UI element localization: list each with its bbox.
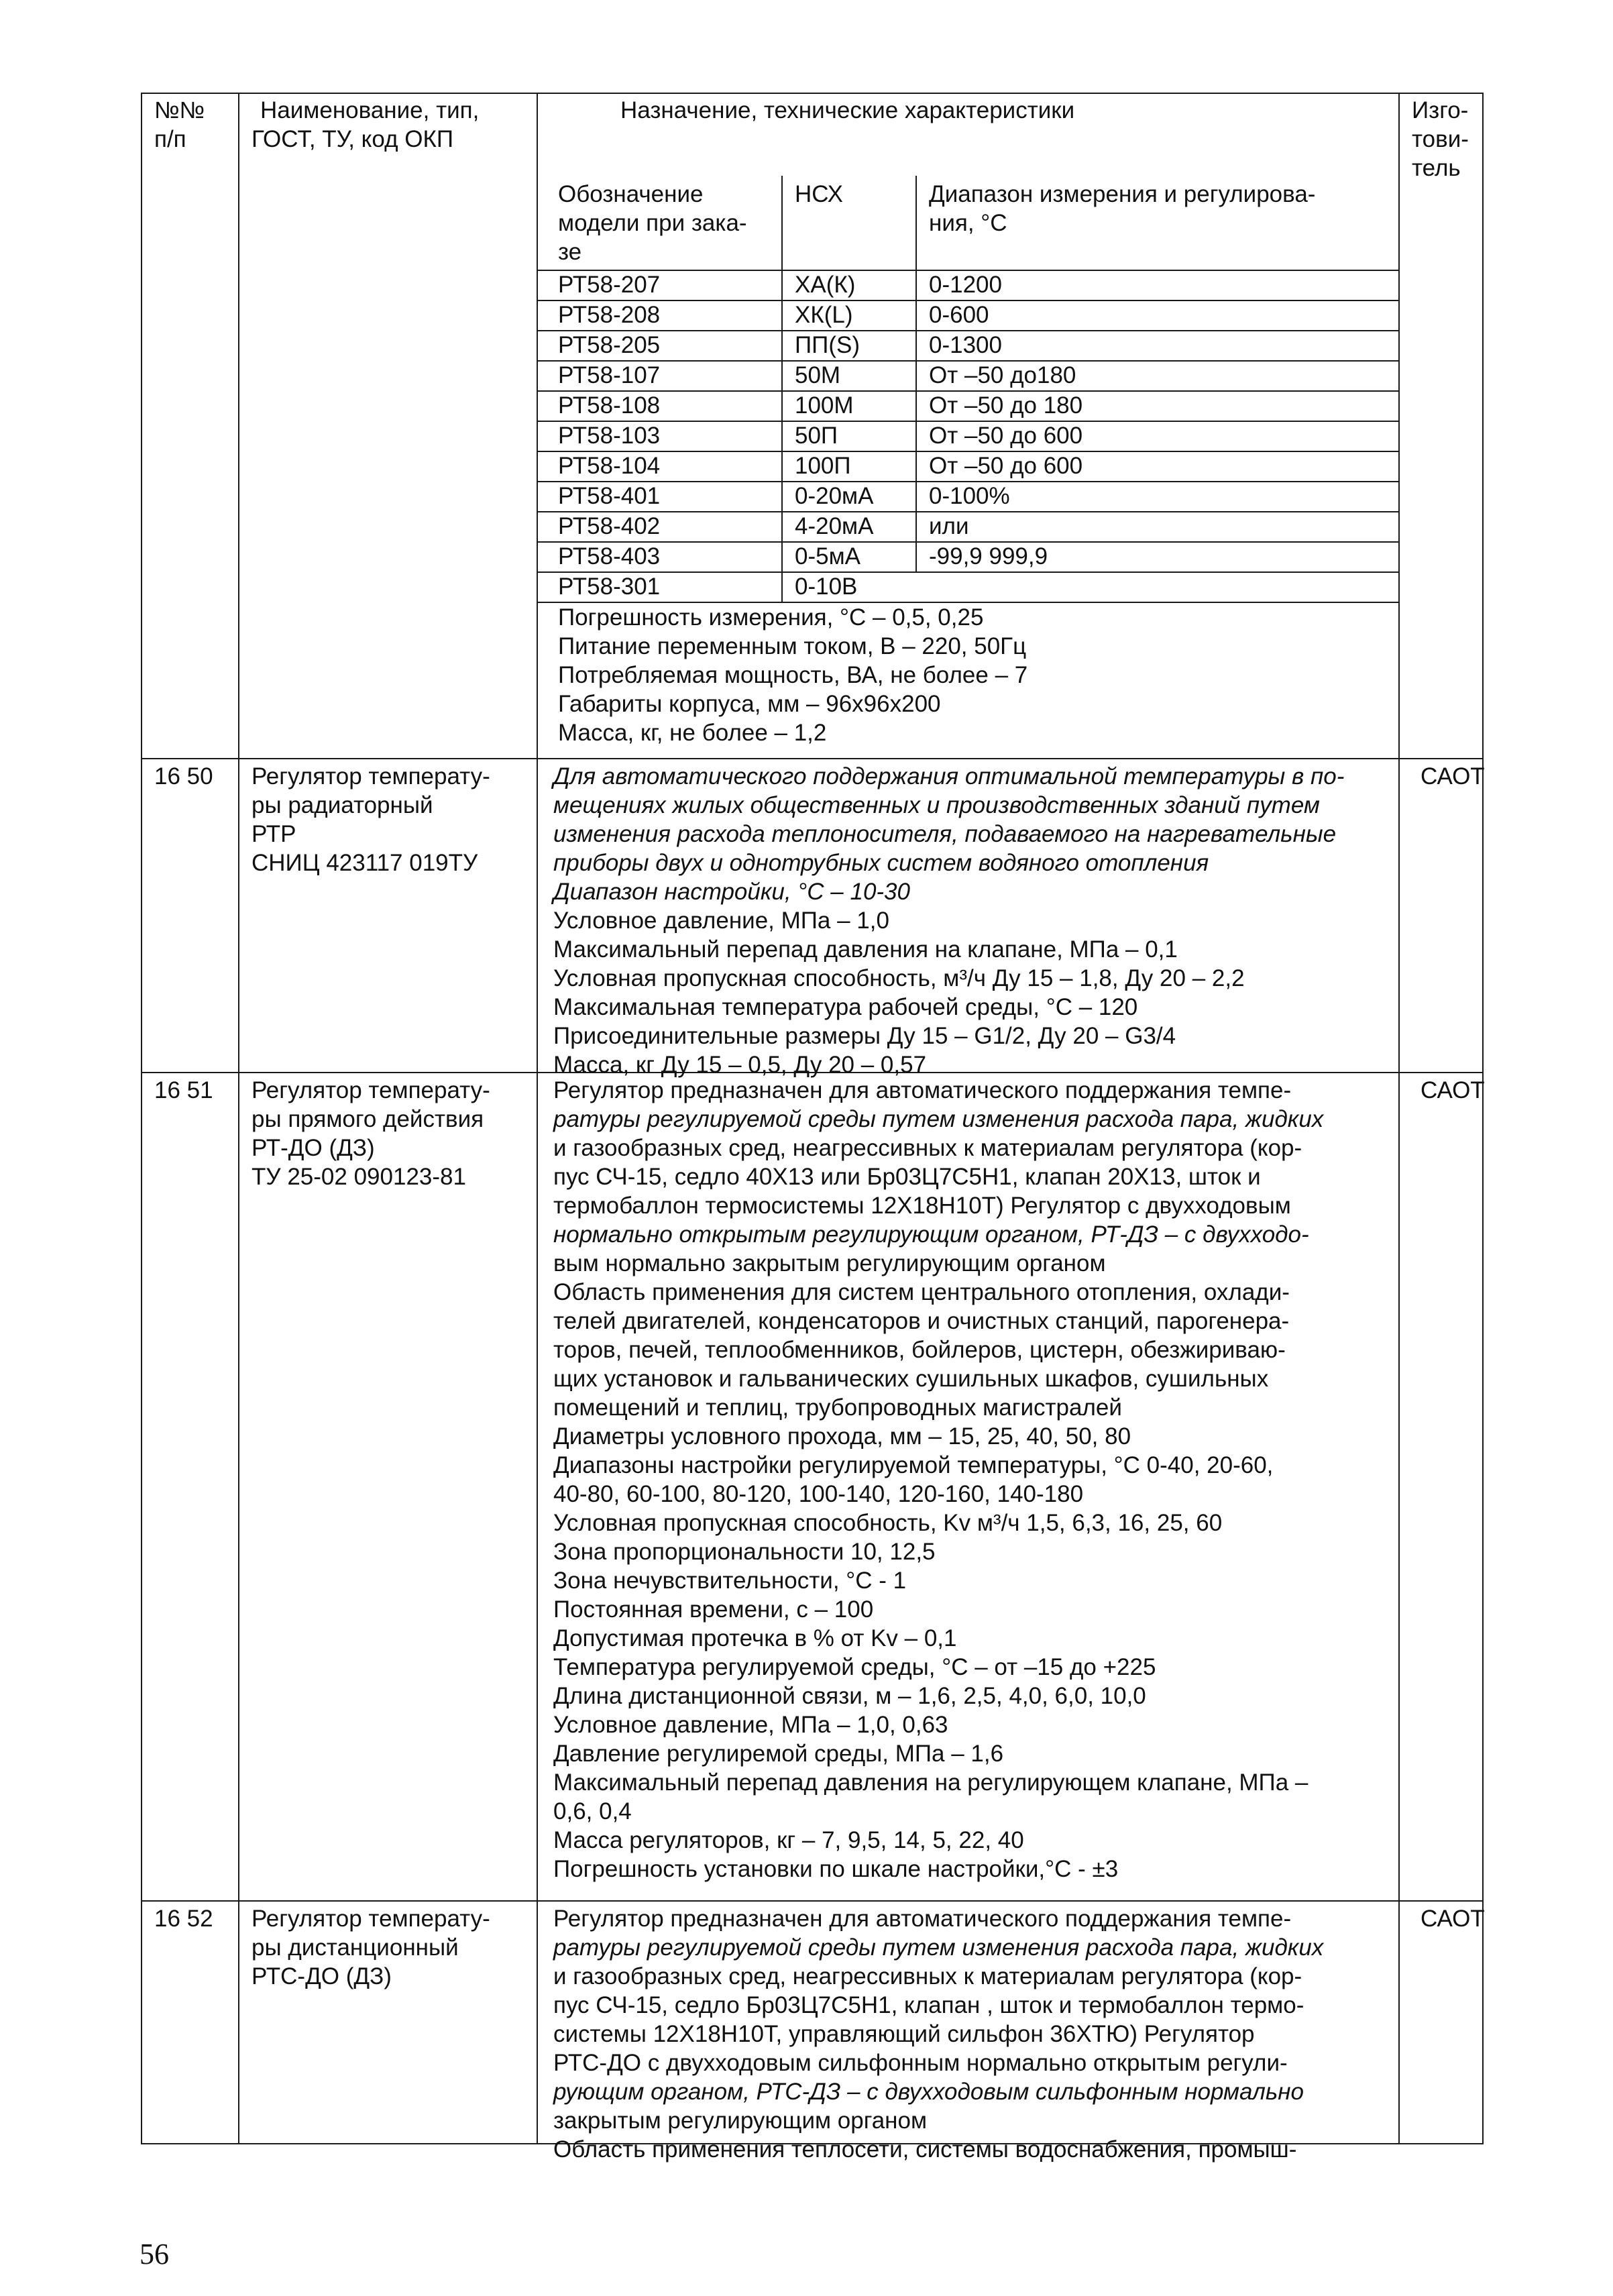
row-description-line: Область применения теплосети, системы водоснабжения, промыш- bbox=[553, 2136, 1297, 2163]
row-number: 16 51 bbox=[154, 1077, 213, 1103]
spec-line: Питание переменным током, В – 220, 50Гц bbox=[558, 633, 1027, 659]
row-description-line: Условное давление, МПа – 1,0, 0,63 bbox=[553, 1712, 948, 1738]
model-nsh: 50П bbox=[795, 423, 838, 449]
model-code: РТ58-107 bbox=[558, 362, 661, 388]
row-description-line: пус СЧ-15, седло Бр03Ц7С5Н1, клапан , шток и термобаллон термо- bbox=[553, 1992, 1304, 2018]
subheader-model: зе bbox=[558, 239, 582, 265]
row-name: Регулятор температу- bbox=[252, 1906, 490, 1932]
model-range: или bbox=[929, 513, 969, 539]
row-number: 16 52 bbox=[154, 1906, 213, 1932]
model-range: От –50 до 600 bbox=[929, 453, 1083, 479]
row-name: РТР bbox=[252, 821, 296, 847]
row-description-line: ратуры регулируемой среды путем изменения расхода пара, жидких bbox=[553, 1934, 1324, 1961]
spec-line: Потребляемая мощность, ВА, не более – 7 bbox=[558, 662, 1028, 688]
row-name: РТС-ДО (ДЗ) bbox=[252, 1963, 392, 1989]
row-name: РТ-ДО (ДЗ) bbox=[252, 1135, 375, 1161]
row-description-line: и газообразных сред, неагрессивных к материалам регулятора (кор- bbox=[553, 1135, 1302, 1161]
row-description-line: 0,6, 0,4 bbox=[553, 1798, 632, 1824]
table-rule-vertical bbox=[781, 176, 783, 602]
model-range: 0-600 bbox=[929, 302, 989, 328]
header-purpose: Назначение, технические характеристики bbox=[620, 97, 1075, 123]
row-description-line: и газообразных сред, неагрессивных к материалам регулятора (кор- bbox=[553, 1963, 1302, 1989]
table-rule-vertical bbox=[1482, 93, 1484, 2143]
row-description-line: Максимальная температура рабочей среды, °С – 120 bbox=[553, 994, 1138, 1020]
model-code: РТ58-104 bbox=[558, 453, 661, 479]
page-number: 56 bbox=[140, 2238, 169, 2271]
row-description-line: Диаметры условного прохода, мм – 15, 25, 40, 50, 80 bbox=[553, 1423, 1131, 1450]
row-description-line: Длина дистанционной связи, м – 1,6, 2,5, 4,0, 6,0, 10,0 bbox=[553, 1683, 1146, 1709]
row-description-line: Масса регуляторов, кг – 7, 9,5, 14, 5, 22, 40 bbox=[553, 1827, 1024, 1853]
row-description-line: Диапазоны настройки регулируемой температуры, °С 0-40, 20-60, bbox=[553, 1452, 1274, 1478]
row-name: ТУ 25-02 090123-81 bbox=[252, 1164, 466, 1190]
row-description-line: Регулятор предназначен для автоматического поддержания темпе- bbox=[553, 1906, 1292, 1932]
subheader-nsh: НСХ bbox=[795, 181, 843, 207]
table-rule-vertical bbox=[141, 93, 142, 2143]
subheader-range: ния, °С bbox=[929, 210, 1007, 236]
row-description-line: Максимальный перепад давления на регулирующем клапане, МПа – bbox=[553, 1769, 1309, 1796]
row-maker: САОТ bbox=[1421, 763, 1485, 789]
table-rule-vertical bbox=[238, 93, 239, 2143]
header-num: №№ bbox=[154, 97, 205, 123]
row-description-line: Зона нечувствительности, °С - 1 bbox=[553, 1568, 907, 1594]
row-number: 16 50 bbox=[154, 763, 213, 789]
model-nsh: 100П bbox=[795, 453, 851, 479]
row-description-line: Диапазон настройки, °С – 10-30 bbox=[553, 879, 910, 905]
row-description-line: ратуры регулируемой среды путем изменения расхода пара, жидких bbox=[553, 1106, 1324, 1132]
row-description-line: изменения расхода теплоносителя, подаваемого на нагревательные bbox=[553, 821, 1337, 847]
row-description-line: вым нормально закрытым регулирующим органом bbox=[553, 1250, 1106, 1276]
model-nsh: 0-20мА bbox=[795, 483, 874, 509]
subheader-model: Обозначение bbox=[558, 181, 704, 207]
row-description-line: Присоединительные размеры Ду 15 – G1/2, Ду 20 – G3/4 bbox=[553, 1023, 1176, 1049]
model-code: РТ58-401 bbox=[558, 483, 661, 509]
model-code: РТ58-207 bbox=[558, 272, 661, 298]
row-description-line: Область применения для систем центрального отопления, охлади- bbox=[553, 1279, 1290, 1305]
model-code: РТ58-301 bbox=[558, 573, 661, 600]
table-rule-vertical bbox=[537, 93, 538, 2143]
model-nsh: 0-5мА bbox=[795, 543, 860, 569]
row-description-line: термобаллон термосистемы 12Х18Н10Т) Регулятор с двухходовым bbox=[553, 1193, 1291, 1219]
row-name: ры прямого действия bbox=[252, 1106, 484, 1132]
row-description-line: Зона пропорциональности 10, 12,5 bbox=[553, 1539, 936, 1565]
header-maker: тель bbox=[1412, 155, 1461, 181]
row-name: Регулятор температу- bbox=[252, 1077, 490, 1103]
row-maker: САОТ bbox=[1421, 1077, 1485, 1103]
spec-line: Погрешность измерения, °С – 0,5, 0,25 bbox=[558, 604, 984, 631]
row-description-line: рующим органом, РТС-ДЗ – с двухходовым сильфонным нормально bbox=[553, 2079, 1304, 2105]
model-code: РТ58-208 bbox=[558, 302, 661, 328]
row-name: ры дистанционный bbox=[252, 1934, 459, 1961]
model-nsh: 100М bbox=[795, 392, 854, 419]
header-name: ГОСТ, ТУ, код ОКП bbox=[252, 126, 454, 152]
table-rule-vertical bbox=[1398, 93, 1400, 2143]
row-description-line: приборы двух и однотрубных систем водяного отопления bbox=[553, 850, 1209, 876]
model-nsh: 50М bbox=[795, 362, 841, 388]
row-description-line: Максимальный перепад давления на клапане, МПа – 0,1 bbox=[553, 936, 1178, 963]
header-maker: Изго- bbox=[1412, 97, 1469, 123]
model-nsh: 4-20мА bbox=[795, 513, 874, 539]
table-rule-horizontal bbox=[141, 93, 1482, 94]
row-description-line: Температура регулируемой среды, °С – от –15 до +225 bbox=[553, 1654, 1156, 1680]
table-rule-vertical bbox=[915, 481, 917, 571]
row-description-line: Масса, кг Ду 15 – 0,5, Ду 20 – 0,57 bbox=[553, 1052, 927, 1078]
row-description-line: закрытым регулирующим органом bbox=[553, 2108, 928, 2134]
row-description-line: щих установок и гальванических сушильных шкафов, сушильных bbox=[553, 1366, 1269, 1392]
model-range: От –50 до 180 bbox=[929, 392, 1083, 419]
model-nsh: 0-10В bbox=[795, 573, 858, 600]
model-code: РТ58-108 bbox=[558, 392, 661, 419]
row-description-line: нормально открытым регулирующим органом, РТ-ДЗ – с двухходо- bbox=[553, 1221, 1309, 1248]
row-description-line: Для автоматического поддержания оптимальной температуры в по- bbox=[553, 763, 1345, 789]
row-description-line: пус СЧ-15, седло 40Х13 или Бр03Ц7С5Н1, клапан 20Х13, шток и bbox=[553, 1164, 1261, 1190]
row-description-line: Давление регулиремой среды, МПа – 1,6 bbox=[553, 1741, 1004, 1767]
row-description-line: Условное давление, МПа – 1,0 bbox=[553, 908, 889, 934]
row-description-line: мещениях жилых общественных и производственных зданий путем bbox=[553, 792, 1320, 818]
row-description-line: Постоянная времени, с – 100 bbox=[553, 1596, 874, 1623]
model-code: РТ58-403 bbox=[558, 543, 661, 569]
subheader-range: Диапазон измерения и регулирова- bbox=[929, 181, 1316, 207]
row-description-line: помещений и теплиц, трубопроводных магистралей bbox=[553, 1395, 1122, 1421]
row-description-line: 40-80, 60-100, 80-120, 100-140, 120-160, 140-180 bbox=[553, 1481, 1084, 1507]
row-description-line: Допустимая протечка в % от Kv – 0,1 bbox=[553, 1625, 957, 1651]
model-range: От –50 до180 bbox=[929, 362, 1076, 388]
row-maker: САОТ bbox=[1421, 1906, 1485, 1932]
spec-line: Масса, кг, не более – 1,2 bbox=[558, 720, 827, 746]
row-description-line: телей двигателей, конденсаторов и очистных станций, парогенера- bbox=[553, 1308, 1290, 1334]
row-description-line: системы 12Х18Н10Т, управляющий сильфон 36ХТЮ) Регулятор bbox=[553, 2021, 1255, 2047]
header-num: п/п bbox=[154, 126, 186, 152]
model-range: 0-1200 bbox=[929, 272, 1002, 298]
row-description-line: Регулятор предназначен для автоматического поддержания темпе- bbox=[553, 1077, 1292, 1103]
model-code: РТ58-402 bbox=[558, 513, 661, 539]
row-name: СНИЦ 423117 019ТУ bbox=[252, 850, 478, 876]
header-name: Наименование, тип, bbox=[260, 97, 480, 123]
header-maker: тови- bbox=[1412, 126, 1469, 152]
model-code: РТ58-205 bbox=[558, 332, 661, 358]
model-range: 0-100% bbox=[929, 483, 1010, 509]
row-name: Регулятор температу- bbox=[252, 763, 490, 789]
model-nsh: ПП(S) bbox=[795, 332, 860, 358]
spec-line: Габариты корпуса, мм – 96х96х200 bbox=[558, 691, 941, 717]
row-description-line: Погрешность установки по шкале настройки,°С - ±3 bbox=[553, 1856, 1119, 1882]
row-name: ры радиаторный bbox=[252, 792, 433, 818]
table-rule-horizontal bbox=[537, 571, 1398, 573]
model-nsh: ХК(L) bbox=[795, 302, 853, 328]
table-rule-horizontal bbox=[141, 1900, 1482, 1902]
model-code: РТ58-103 bbox=[558, 423, 661, 449]
model-range: 0-1300 bbox=[929, 332, 1002, 358]
model-nsh: ХА(К) bbox=[795, 272, 856, 298]
table-rule-vertical bbox=[915, 176, 917, 481]
subheader-model: модели при зака- bbox=[558, 210, 747, 236]
row-description-line: Условная пропускная способность, м³/ч Ду 15 – 1,8, Ду 20 – 2,2 bbox=[553, 965, 1245, 991]
model-range: -99,9 999,9 bbox=[929, 543, 1048, 569]
row-description-line: РТС-ДО с двухходовым сильфонным нормально открытым регули- bbox=[553, 2050, 1288, 2076]
model-range: От –50 до 600 bbox=[929, 423, 1083, 449]
table-rule-horizontal bbox=[141, 758, 1482, 759]
row-description-line: торов, печей, теплообменников, бойлеров, цистерн, обезжириваю- bbox=[553, 1337, 1286, 1363]
row-description-line: Условная пропускная способность, Kv м³/ч 1,5, 6,3, 16, 25, 60 bbox=[553, 1510, 1223, 1536]
